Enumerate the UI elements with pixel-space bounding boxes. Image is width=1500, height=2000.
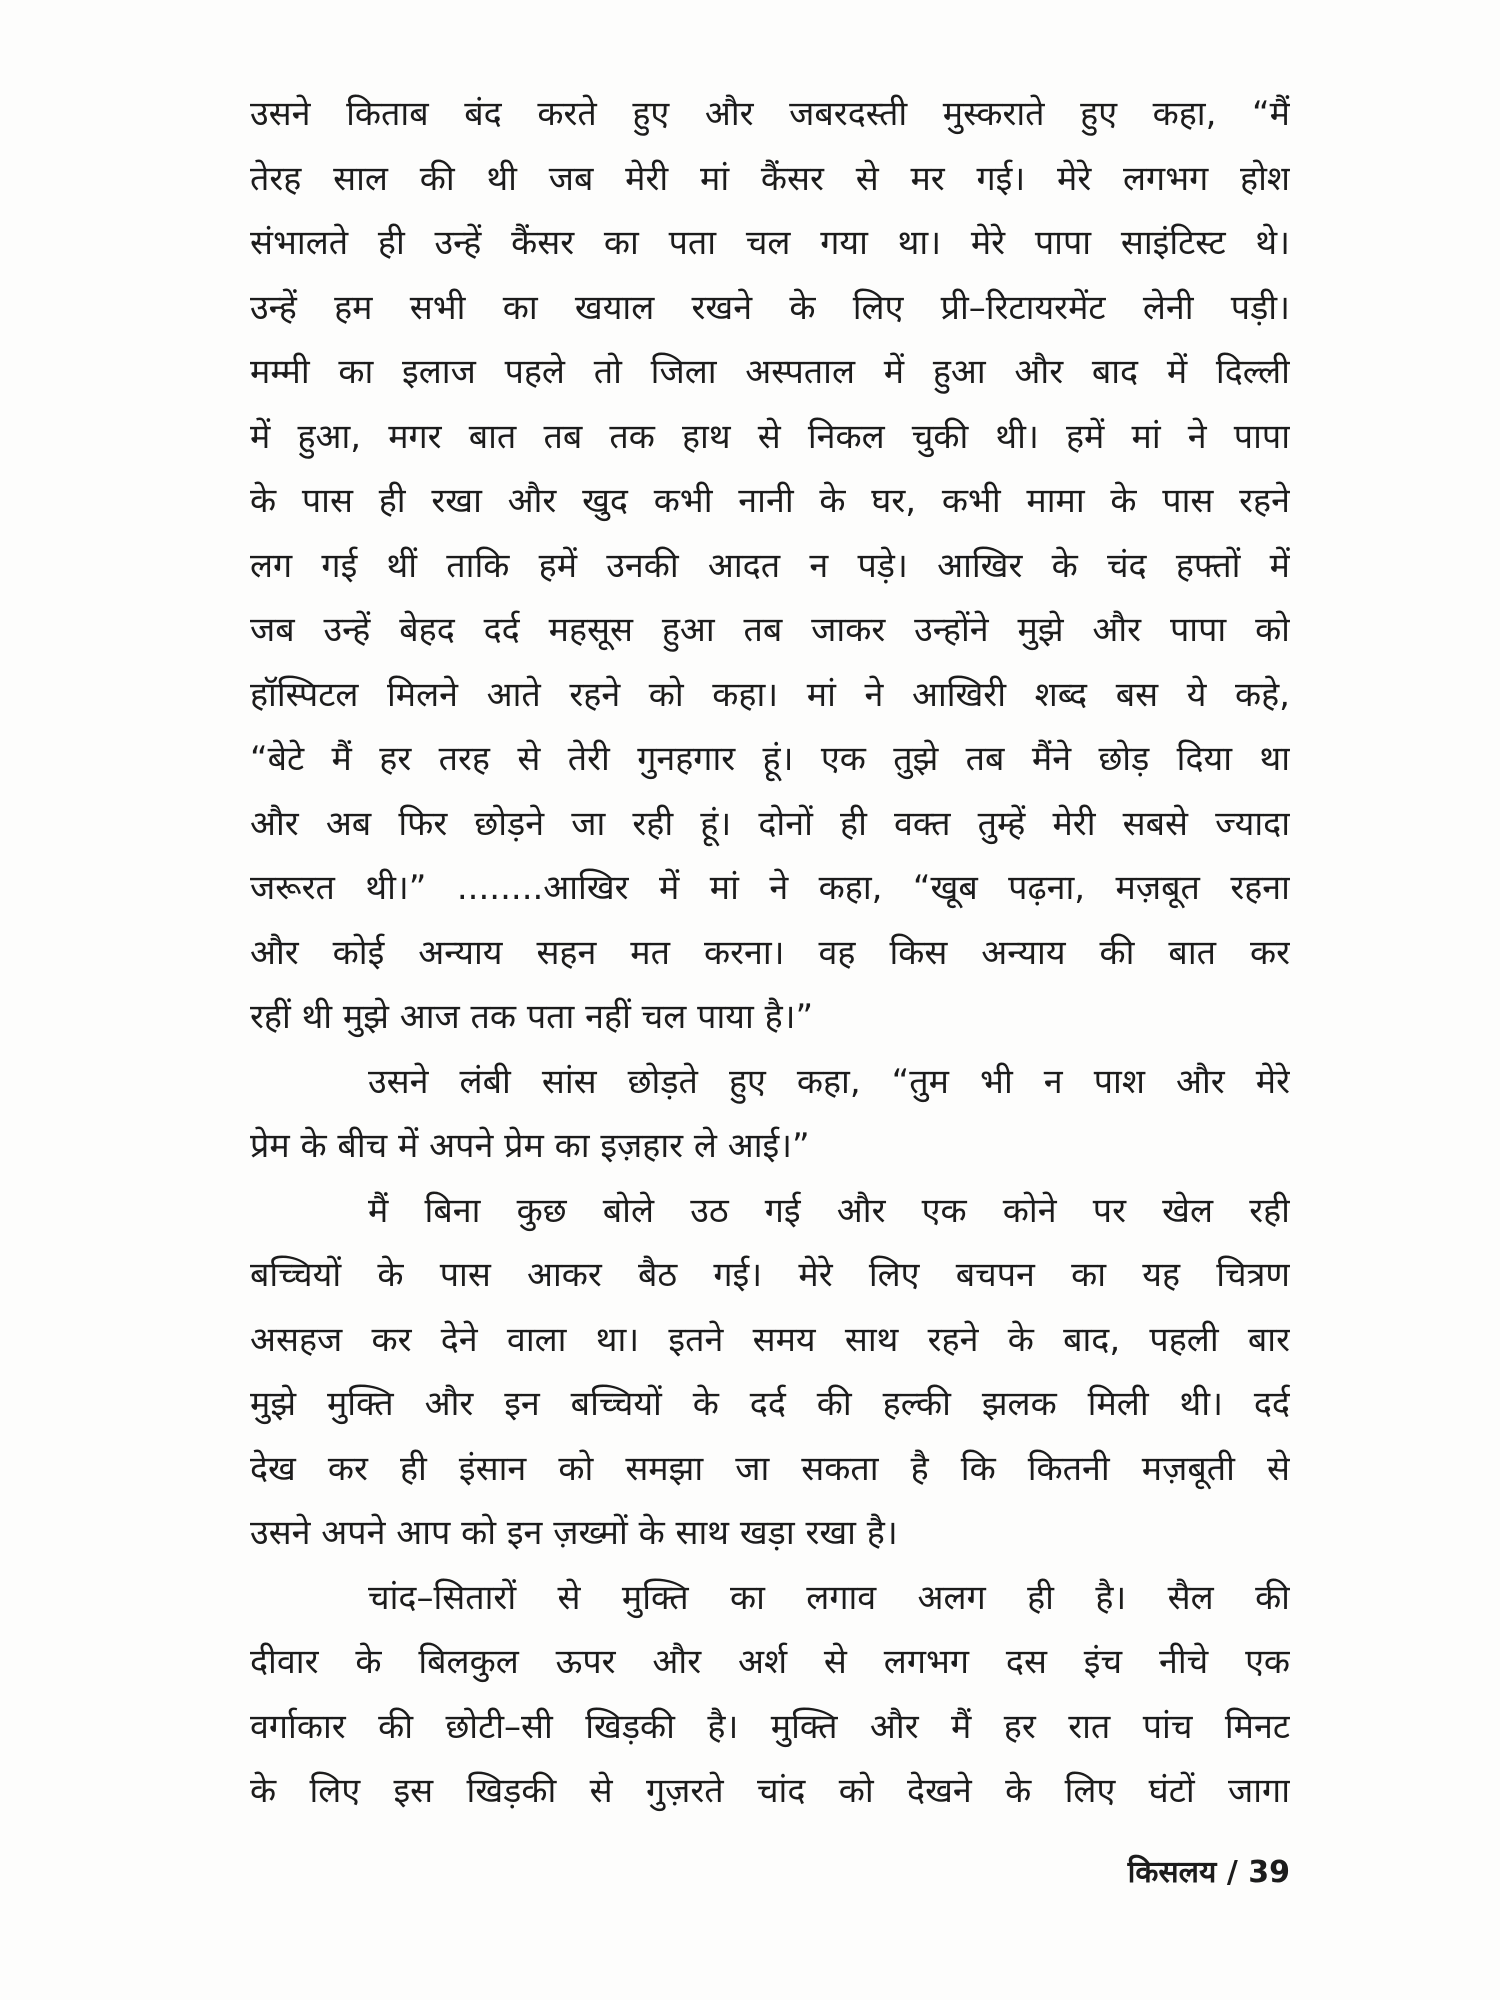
text-line: में हुआ, मगर बात तब तक हाथ से निकल चुकी थी। हमें मां ने पापा	[250, 416, 1290, 457]
text-line: के पास ही रखा और खुद कभी नानी के घर, कभी मामा के पास रहने	[250, 481, 1290, 521]
text-line: वर्गाकार की छोटी–सी खिड़की है। मुक्ति और मैं हर रात पांच मिनट	[250, 1706, 1290, 1747]
text-line: बच्चियों के पास आकर बैठ गई। मेरे लिए बचपन का यह चित्रण	[250, 1255, 1290, 1295]
text-line: प्रेम के बीच में अपने प्रेम का इज़हार ले आई।”	[250, 1126, 810, 1166]
text-line: और कोई अन्याय सहन मत करना। वह किस अन्याय की बात कर	[250, 932, 1290, 973]
text-line: “बेटे मैं हर तरह से तेरी गुनहगार हूं। एक तुझे तब मैंने छोड़ दिया था	[250, 739, 1290, 779]
text-line: जरूरत थी।” ........आखिर में मां ने कहा, “खूब पढ़ना, मज़बूत रहना	[250, 868, 1290, 908]
text-line: मुझे मुक्ति और इन बच्चियों के दर्द की हल्की झलक मिली थी। दर्द	[250, 1384, 1290, 1424]
text-line: उसने किताब बंद करते हुए और जबरदस्ती मुस्कराते हुए कहा, “मैं	[250, 94, 1290, 134]
text-line: उन्हें हम सभी का खयाल रखने के लिए प्री–रिटायरमेंट लेनी पड़ी।	[250, 287, 1290, 328]
text-line: असहज कर देने वाला था। इतने समय साथ रहने के बाद, पहली बार	[250, 1319, 1290, 1360]
page-footer: किसलय / 39	[1127, 1855, 1290, 1890]
paragraph-start-line: उसने लंबी सांस छोड़ते हुए कहा, “तुम भी न पाश और मेरे	[368, 1061, 1290, 1102]
text-line: जब उन्हें बेहद दर्द महसूस हुआ तब जाकर उन्होंने मुझे और पापा को	[250, 610, 1290, 650]
text-line: लग गई थीं ताकि हमें उनकी आदत न पड़े। आखिर के चंद हफ्तों में	[250, 545, 1290, 586]
text-line: रहीं थी मुझे आज तक पता नहीं चल पाया है।”	[250, 997, 814, 1037]
text-line: मम्मी का इलाज पहले तो जिला अस्पताल में हुआ और बाद में दिल्ली	[250, 352, 1290, 392]
text-line: दीवार के बिलकुल ऊपर और अर्श से लगभग दस इंच नीचे एक	[250, 1642, 1290, 1682]
text-line: और अब फिर छोड़ने जा रही हूं। दोनों ही वक्त तुम्हें मेरी सबसे ज्यादा	[250, 803, 1290, 844]
body-text	[250, 82, 1290, 1824]
paragraph-start-line: चांद–सितारों से मुक्ति का लगाव अलग ही है। सैल की	[368, 1577, 1290, 1618]
paragraph-start-line: मैं बिना कुछ बोले उठ गई और एक कोने पर खेल रही	[368, 1190, 1290, 1231]
text-line: हॉस्पिटल मिलने आते रहने को कहा। मां ने आखिरी शब्द बस ये कहे,	[250, 674, 1290, 715]
text-line: संभालते ही उन्हें कैंसर का पता चल गया था। मेरे पापा साइंटिस्ट थे।	[250, 223, 1290, 263]
text-line: के लिए इस खिड़की से गुज़रते चांद को देखने के लिए घंटों जागा	[250, 1771, 1290, 1811]
text-line: देख कर ही इंसान को समझा जा सकता है कि कितनी मज़बूती से	[250, 1448, 1290, 1489]
text-line: उसने अपने आप को इन ज़ख्मों के साथ खड़ा रखा है।	[250, 1513, 898, 1553]
text-line: तेरह साल की थी जब मेरी मां कैंसर से मर गई। मेरे लगभग होश	[250, 158, 1290, 199]
